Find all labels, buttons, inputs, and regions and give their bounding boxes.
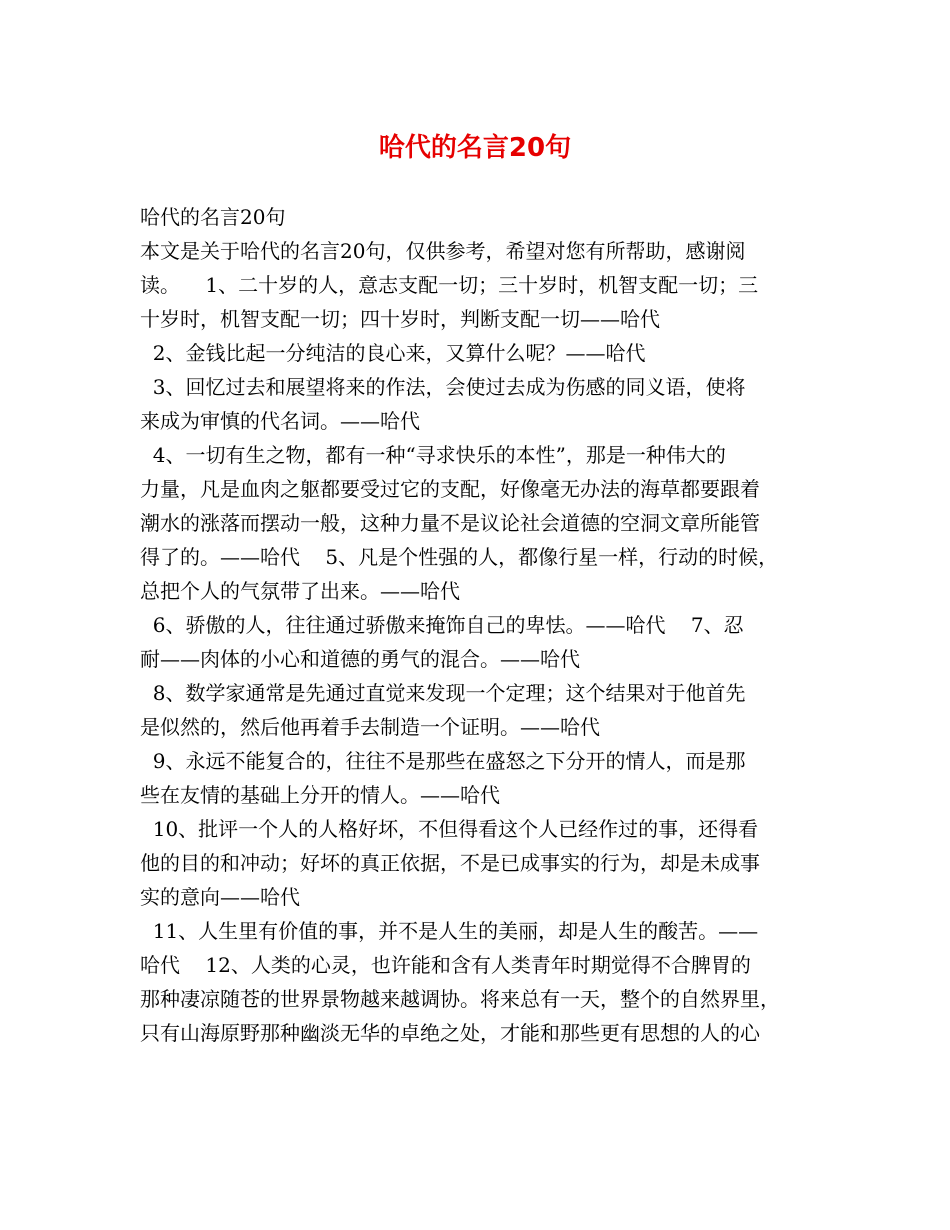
body-line: 实的意向——哈代 — [140, 885, 300, 909]
body-line: 2、金钱比起一分纯洁的良心来，又算什么呢？——哈代 — [140, 341, 646, 365]
body-line: 10、批评一个人的人格好坏，不但得看这个人已经作过的事，还得看 — [140, 817, 759, 841]
body-line: 8、数学家通常是先通过直觉来发现一个定理；这个结果对于他首先 — [140, 681, 746, 705]
body-line: 6、骄傲的人，往往通过骄傲来掩饰自己的卑怯。——哈代 7、忍 — [140, 613, 744, 637]
body-line: 是似然的，然后他再着手去制造一个证明。——哈代 — [140, 715, 600, 739]
body-line: 3、回忆过去和展望将来的作法，会使过去成为伤感的同义语，使将 — [140, 375, 746, 399]
body-line: 他的目的和冲动；好坏的真正依据，不是已成事实的行为，却是未成事 — [140, 851, 760, 875]
body-line: 总把个人的气氛带了出来。——哈代 — [140, 579, 460, 603]
body-line: 力量，凡是血肉之躯都要受过它的支配，好像毫无办法的海草都要跟着 — [140, 477, 760, 501]
document-title: 哈代的名言20句 — [378, 133, 572, 163]
body-line: 读。 1、二十岁的人，意志支配一切；三十岁时，机智支配一切；三 — [140, 273, 759, 297]
body-line: 来成为审慎的代名词。——哈代 — [140, 409, 420, 433]
body-line: 得了的。——哈代 5、凡是个性强的人，都像行星一样，行动的时候， — [140, 545, 779, 569]
body-line: 只有山海原野那种幽淡无华的卓绝之处，才能和那些更有思想的人的心 — [140, 1021, 760, 1045]
body-line: 本文是关于哈代的名言20句，仅供参考，希望对您有所帮助，感谢阅 — [140, 239, 746, 263]
body-line: 哈代 12、人类的心灵，也许能和含有人类青年时期觉得不合脾胃的 — [140, 953, 751, 977]
body-line: 哈代的名言20句 — [140, 205, 286, 229]
body-line: 十岁时，机智支配一切；四十岁时，判断支配一切——哈代 — [140, 307, 660, 331]
body-line: 些在友情的基础上分开的情人。——哈代 — [140, 783, 500, 807]
body-line: 那种凄凉随苍的世界景物越来越调协。将来总有一天，整个的自然界里， — [140, 987, 780, 1011]
body-line: 9、永远不能复合的，往往不是那些在盛怒之下分开的情人，而是那 — [140, 749, 746, 773]
document-body — [140, 200, 815, 1050]
body-line: 4、一切有生之物，都有一种“寻求快乐的本性”，那是一种伟大的 — [140, 443, 726, 467]
body-line: 11、人生里有价值的事，并不是人生的美丽，却是人生的酸苦。—— — [140, 919, 759, 943]
body-line: 耐——肉体的小心和道德的勇气的混合。——哈代 — [140, 647, 580, 671]
body-line: 潮水的涨落而摆动一般，这种力量不是议论社会道德的空洞文章所能管 — [140, 511, 760, 535]
